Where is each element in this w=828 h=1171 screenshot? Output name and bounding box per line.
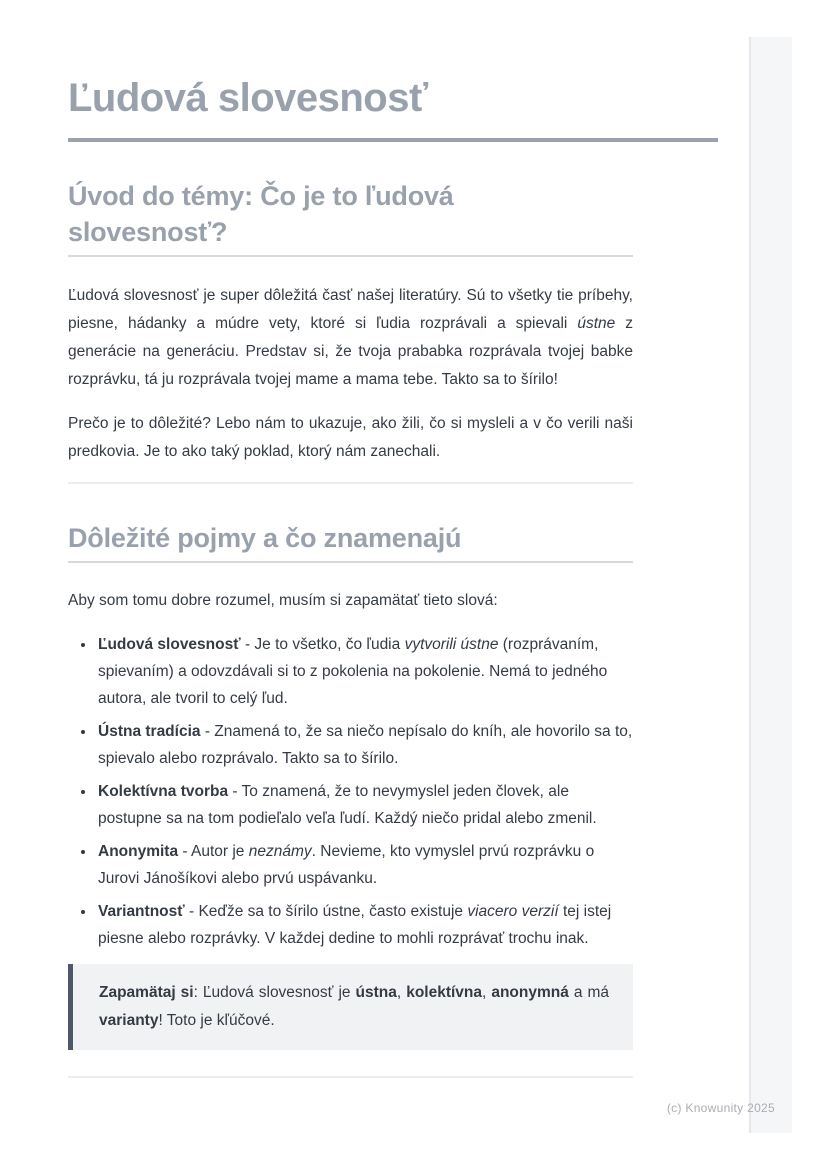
heading-divider [68, 561, 633, 563]
list-item-kolektivna-tvorba: • Kolektívna tvorba - To znamená, že to nevymyslel jeden človek, ale postupne sa na tom podieľalo veľa ľudí. Každý niečo pridal alebo zmenil. [96, 778, 633, 832]
list-item-ustna-tradicia: • Ústna tradícia - Znamená to, že sa niečo nepísalo do kníh, ale hovorilo sa to, spievalo alebo rozprávalo. Takto sa to šírilo. [96, 718, 633, 772]
footer-credit: (c) Knowunity 2025 [666, 1101, 775, 1115]
callout-note [68, 964, 633, 1050]
title-divider [68, 138, 718, 142]
section-heading-intro: Úvod do témy: Čo je to ľudová slovesnosť? [68, 181, 454, 247]
section-heading-terms: Dôležité pojmy a čo znamenajú [68, 523, 462, 553]
terms-intro-text: Aby som tomu dobre rozumel, musím si zapamätať tieto slová: [68, 592, 498, 609]
paragraph-folk-literature: Ľudová slovesnosť je super dôležitá časť našej literatúry. Sú to všetky tie príbehy, piesne, hádanky a múdre vety, ktoré si ľudia rozprávali a spievali ústne z generácie na generáciu. Predstav si, že tvoja prababka rozprávala tvojej babke rozprávku, tá ju rozprávala tvojej mame a mama tebe. Takto sa to šírilo! [68, 287, 633, 388]
page-title: Ľudová slovesnosť [68, 76, 428, 120]
terms-list [68, 631, 633, 952]
section-separator [68, 1076, 633, 1078]
paragraph-why-important: Prečo je to dôležité? Lebo nám to ukazuje, ako žili, čo si mysleli a v čo verili naši predkovia. Je to ako taký poklad, ktorý nám zanechali. [68, 415, 633, 460]
section-intro [68, 178, 718, 466]
list-item-anonymita: • Anonymita - Autor je neznámy. Nevieme, kto vymyslel prvú rozprávku o Jurovi Jánošíkovi alebo prvú uspávanku. [96, 838, 633, 892]
document-content [68, 0, 718, 1078]
list-item-ludova-slovesnost: • Ľudová slovesnosť - Je to všetko, čo ľudia vytvorili ústne (rozprávaním, spievaním) a odovzdávali si to z pokolenia na pokolenie. Nemá to jedného autora, ale tvoril to celý ľud. [96, 631, 633, 712]
list-item-variantnost: • Variantnosť - Keďže sa to šírilo ústne, často existuje viacero verzií tej istej piesne alebo rozprávky. V každej dedine to mohli rozprávať trochu inak. [96, 898, 633, 952]
section-separator [68, 482, 633, 484]
callout-text: Zapamätaj si: Ľudová slovesnosť je ústna, kolektívna, anonymná a má varianty! Toto je kľúčové. [99, 984, 609, 1029]
section-terms [68, 520, 718, 1050]
heading-divider [68, 255, 633, 257]
page-edge-strip [749, 37, 792, 1133]
